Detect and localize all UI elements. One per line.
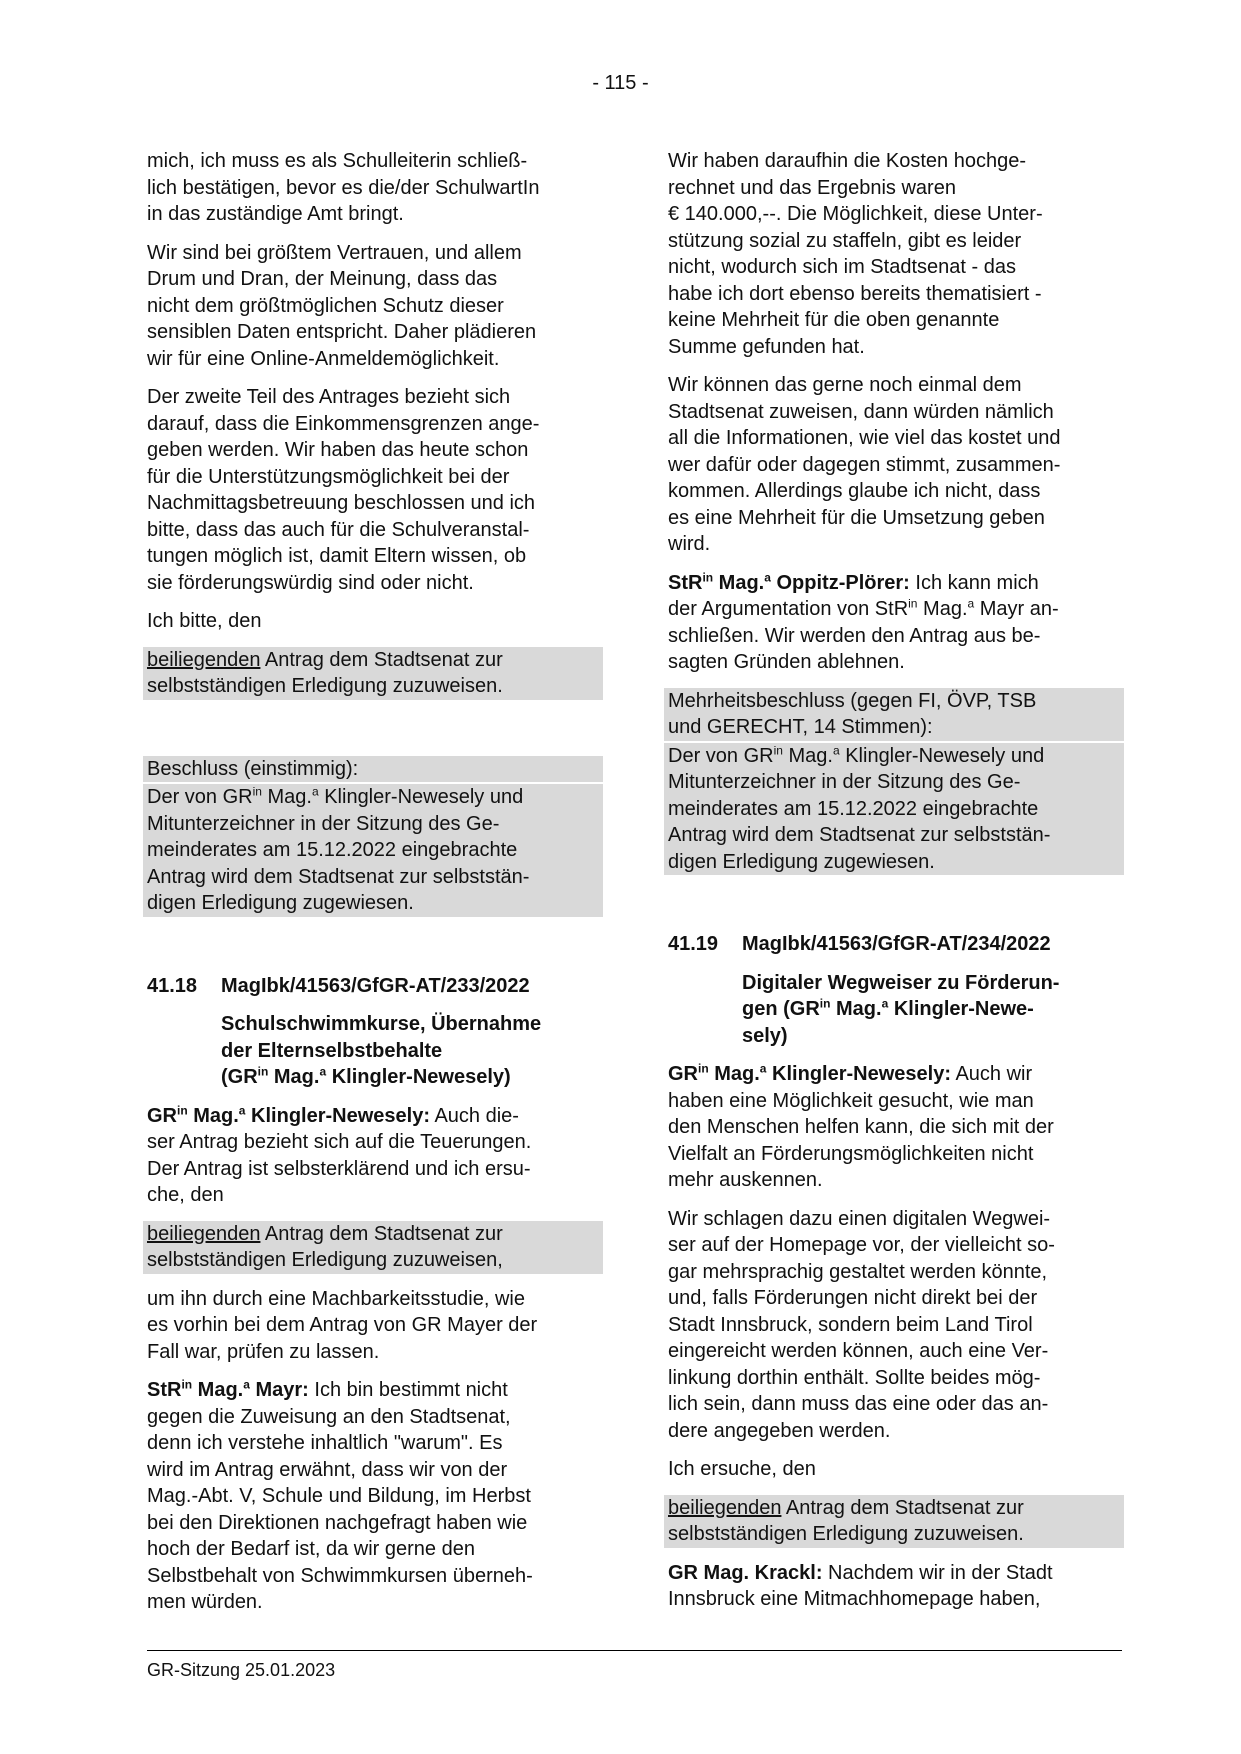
mehrheit-title: Mehrheitsbeschluss (gegen FI, ÖVP, TSB und GERECHT, 14 Stimmen): (664, 688, 1124, 741)
footer-divider (147, 1650, 1122, 1651)
paragraph: Wir können das gerne noch einmal dem Stadtsenat zuweisen, dann würden nämlich all die Informationen, wie viel das kostet und wer dafür oder dagegen stimmt, zusammen- kommen. Allerdings glaube ich nicht, dass es eine Mehrheit für die Umsetzung geben wird. (668, 374, 1061, 555)
antrag-underlined: beiliegenden (147, 1222, 261, 1245)
agenda-item-heading (668, 931, 1120, 958)
antrag-block: beiliegenden Antrag dem Stadtsenat zur selbstständigen Erledigung zuzuweisen. (664, 1495, 1124, 1548)
paragraph: Wir schlagen dazu einen digitalen Wegwei- ser auf der Homepage vor, der vielleicht so- gar mehrsprachig gestaltet werden könnte, und, falls Förderungen nicht direkt bei der Stadt Innsbruck, sondern beim Land Tirol eingereicht werden können, auch eine Ver- linkung dorthin enthält. Sollte beides mög- lich sein, dann muss das eine oder das an- dere angegeben werden. (668, 1207, 1055, 1442)
speech: $GR^{in}$ Mag.$^a$ Klingler-Newesely: Auch die- ser Antrag bezieht sich auf die Teuerungen. Der Antrag ist selbsterklärend und ich ersu- che, den (147, 1102, 532, 1206)
speaker-name: $GR^{in}$ Mag.$^a$ Klingler-Newesely: (147, 1102, 430, 1127)
agenda-item-heading (147, 973, 599, 1000)
antrag-underlined: beiliegenden (147, 648, 261, 671)
beschluss-block: Der von $GR^{in}$ Mag.$^a$ Klingler-Newesely und Mitunterzeichner in der Sitzung des Ge- meinderates am 15.12.2022 eingebrachte Antrag wird dem Stadtsenat zur selbststän- digen Erledigung zugewiesen. (664, 743, 1124, 876)
paragraph: Wir sind bei größtem Vertrauen, und allem Drum und Dran, der Meinung, dass das nicht dem größtmöglichen Schutz dieser sensiblen Daten entspricht. Daher plädieren wir für eine Online-Anmeldemöglichkeit. (147, 241, 537, 370)
agenda-item-number: 41.18 (147, 974, 198, 997)
speech: StR$^{in}$ Mag.$^a$ Mayr: Ich bin bestimmt nicht gegen die Zuweisung an den Stadtsenat, denn ich verstehe inhaltlich "warum". Es wird im Antrag erwähnt, dass wir von der Mag.-Abt. V, Schule und Bildung, im Herbst bei den Direktionen nachgefragt haben wie hoch der Bedarf ist, da wir gerne den Selbstbehalt von Schwimmkursen überneh- men würden. (147, 1377, 533, 1613)
footer-text: GR-Sitzung 25.01.2023 (147, 1660, 336, 1680)
speech: $GR^{in}$ Mag.$^a$ Klingler-Newesely: Auch wir haben eine Möglichkeit gesucht, wie man den Menschen helfen kann, die sich mit der Vielfalt an Förderungsmöglichkeiten nicht mehr auskennen. (668, 1061, 1054, 1191)
paragraph: um ihn durch eine Machbarkeitsstudie, wie es vorhin bei dem Antrag von GR Mayer der Fall war, prüfen zu lassen. (147, 1287, 538, 1363)
beschluss-block: Der von $GR^{in}$ Mag.$^a$ Klingler-Newesely und Mitunterzeichner in der Sitzung des Ge- meinderates am 15.12.2022 eingebrachte Antrag wird dem Stadtsenat zur selbststän- digen Erledigung zugewiesen. (143, 784, 603, 917)
speaker-name: StR$^{in}$ Mag.$^a$ Mayr: (147, 1377, 309, 1401)
paragraph: mich, ich muss es als Schulleiterin schließ- lich bestätigen, bevor es die/der SchulwartIn in das zuständige Amt bringt. (147, 150, 540, 225)
antrag-block: beiliegenden Antrag dem Stadtsenat zur selbstständigen Erledigung zuzuweisen, (143, 1221, 603, 1274)
page-number: - 115 - (592, 72, 649, 94)
agenda-item-ref: MagIbk/41563/GfGR-AT/234/2022 (742, 933, 1051, 955)
paragraph: Ich ersuche, den (668, 1458, 816, 1480)
agenda-item-ref: MagIbk/41563/GfGR-AT/233/2022 (221, 974, 530, 997)
paragraph: Der zweite Teil des Antrages bezieht sich darauf, dass die Einkommensgrenzen ange- geben werden. Wir haben das heute schon für die Unterstützungsmöglichkeit bei der Nachmittagsbetreuung beschlossen und ich bitte, dass das auch für die Schulveranstal- tungen möglich ist, damit Eltern wissen, ob sie förderungswürdig sind oder nicht. (147, 386, 540, 594)
left-column (147, 148, 599, 1628)
speaker-name: $GR^{in}$ Mag.$^a$ Klingler-Newesely: (668, 1061, 951, 1085)
paragraph: Ich bitte, den (147, 610, 262, 632)
agenda-item-number: 41.19 (668, 933, 719, 955)
speaker-name: GR Mag. Krackl: (668, 1561, 823, 1584)
speaker-name: StR$^{in}$ Mag.$^a$ Oppitz-Plörer: (668, 569, 910, 594)
agenda-item-title: Digitaler Wegweiser zu Förderun- gen ($GR^{in}$ Mag.$^a$ Klingler-Newe- sely) (742, 971, 1060, 1047)
right-column (668, 148, 1120, 1625)
beschluss-title: Beschluss (einstimmig): (143, 756, 603, 783)
agenda-item-title: Schulschwimmkurse, Übernahme der Elternselbstbehalte ($GR^{in}$ Mag.$^a$ Klingler-Newesely) (221, 1013, 542, 1088)
antrag-block: beiliegenden Antrag dem Stadtsenat zur selbstständigen Erledigung zuzuweisen. (143, 647, 603, 700)
antrag-underlined: beiliegenden (668, 1496, 782, 1519)
speech: StR$^{in}$ Mag.$^a$ Oppitz-Plörer: Ich kann mich der Argumentation von StR$^{in}$ Mag.$^a$ Mayr an- schließen. Wir werden den Antrag aus be- sagten Gründen ablehnen. (668, 569, 1059, 673)
paragraph: Wir haben daraufhin die Kosten hochge- rechnet und das Ergebnis waren € 140.000,--. Die Möglichkeit, diese Unter- stützung sozial zu staffeln, gibt es leider nicht, wodurch sich im Stadtsenat - das habe ich dort ebenso bereits thematisiert - keine Mehrheit für die oben genannte Summe gefunden hat. (668, 150, 1043, 358)
speech: GR Mag. Krackl: Nachdem wir in der Stadt Innsbruck eine Mitmachhomepage haben, (668, 1561, 1053, 1610)
